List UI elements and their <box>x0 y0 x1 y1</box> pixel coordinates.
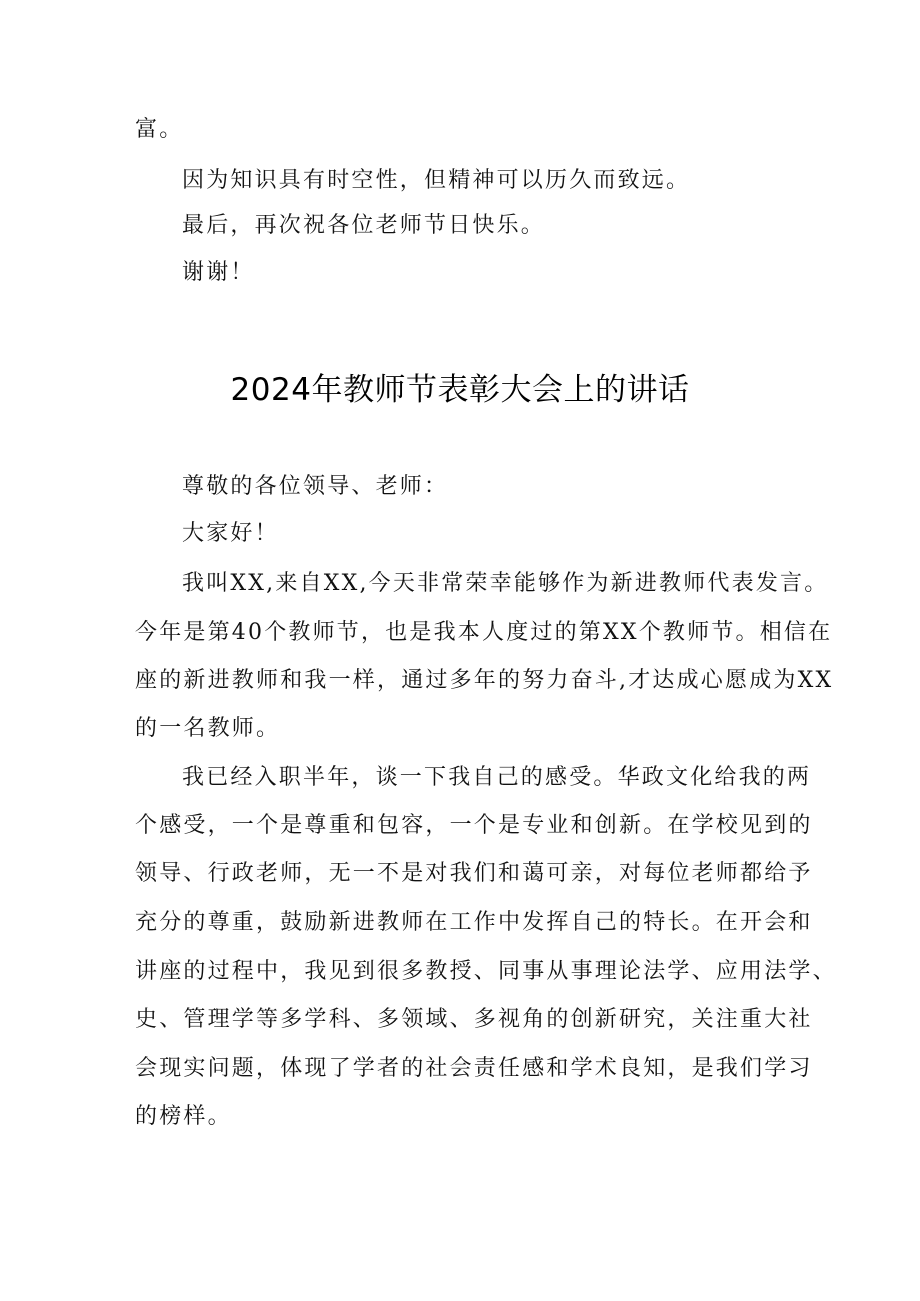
paragraph-line: 会现实问题，体现了学者的社会责任感和学术良知，是我们学习 <box>135 1056 813 1081</box>
paragraph-line: 我叫XX,来自XX,今天非常荣幸能够作为新进教师代表发言。 <box>182 571 829 596</box>
paragraph-line: 的榜样。 <box>135 1104 232 1129</box>
paragraph-line: 个感受，一个是尊重和包容，一个是专业和创新。在学校见到的 <box>135 813 813 838</box>
salutation: 尊敬的各位领导、老师： <box>182 474 449 499</box>
paragraph-line: 今年是第40个教师节，也是我本人度过的第XX个教师节。相信在 <box>135 620 833 645</box>
previous-text-line: 富。 <box>135 117 184 142</box>
speech-title: 2024年教师节表彰大会上的讲话 <box>230 372 690 408</box>
previous-text-line: 因为知识具有时空性，但精神可以历久而致远。 <box>182 168 691 193</box>
paragraph-line: 讲座的过程中，我见到很多教授、同事从事理论法学、应用法学、 <box>135 959 837 984</box>
paragraph-line: 充分的尊重，鼓励新进教师在工作中发挥自己的特长。在开会和 <box>135 910 813 935</box>
paragraph-line: 的一名教师。 <box>135 716 281 741</box>
previous-text-line: 谢谢！ <box>182 260 255 285</box>
paragraph-line: 我已经入职半年，谈一下我自己的感受。华政文化给我的两 <box>182 765 812 790</box>
previous-text-line: 最后，再次祝各位老师节日快乐。 <box>182 213 546 238</box>
paragraph-line: 座的新进教师和我一样，通过多年的努力奋斗,才达成心愿成为XX <box>135 668 834 693</box>
greeting: 大家好！ <box>182 521 279 546</box>
paragraph-line: 史、管理学等多学科、多领域、多视角的创新研究，关注重大社 <box>135 1007 813 1032</box>
paragraph-line: 领导、行政老师，无一不是对我们和蔼可亲，对每位老师都给予 <box>135 861 813 886</box>
